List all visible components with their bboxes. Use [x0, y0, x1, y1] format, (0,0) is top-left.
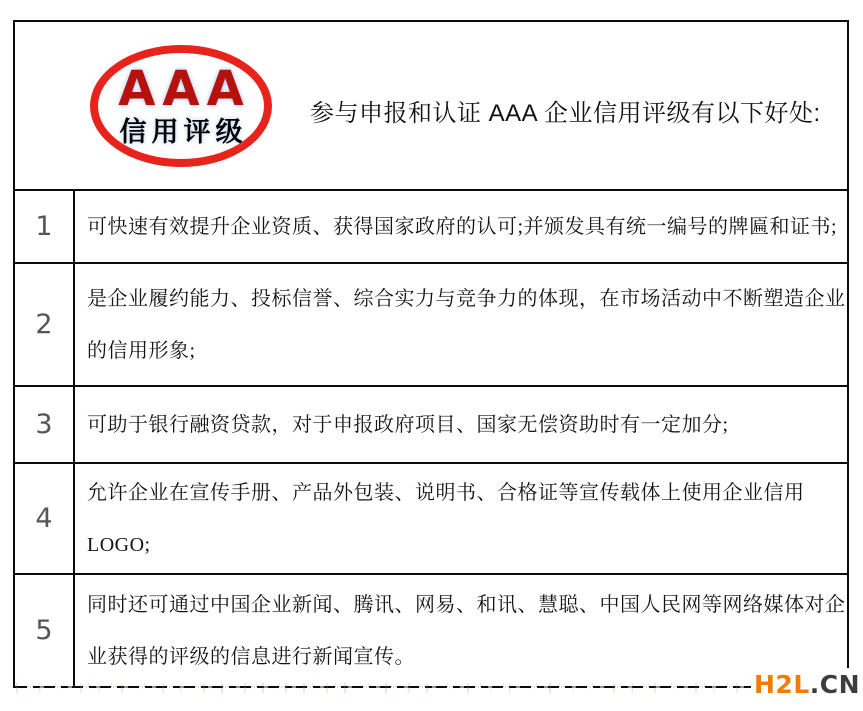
row-text-line: 可快速有效提升企业资质、获得国家政府的认可;并颁发具有统一编号的牌匾和证书;	[87, 215, 838, 238]
site-brand-logo	[751, 668, 863, 700]
logo-caption-text: 信用评级	[119, 117, 248, 147]
brand-primary-text: H2L	[754, 669, 810, 699]
benefits-table	[13, 20, 849, 688]
table-header-row	[15, 22, 847, 189]
table-row	[15, 262, 847, 385]
logo-aaa-text: AAA	[118, 61, 251, 117]
row-text-line: 同时还可通过中国企业新闻、腾讯、网易、和讯、慧聪、中国人民网等网络媒体对企	[87, 593, 846, 616]
table-row	[15, 189, 847, 262]
row-number: 1	[15, 191, 75, 262]
row-number: 4	[15, 464, 75, 573]
watermark-strip	[16, 683, 750, 693]
row-text-cell	[75, 264, 847, 385]
row-number: 5	[15, 575, 75, 686]
row-text-cell	[75, 575, 847, 686]
row-text-line: 业获得的评级的信息进行新闻宣传。	[87, 645, 415, 668]
row-text-line: 的信用形象;	[87, 339, 196, 362]
row-number: 3	[15, 387, 75, 462]
row-text-cell	[75, 387, 847, 462]
aaa-credit-rating-logo	[90, 45, 272, 167]
row-text-line: 是企业履约能力、投标信誉、综合实力与竞争力的体现，在市场活动中不断塑造企业	[87, 287, 846, 310]
row-text-cell	[75, 464, 847, 573]
row-text-line: LOGO;	[87, 533, 151, 556]
table-row	[15, 385, 847, 462]
table-row	[15, 462, 847, 573]
row-text-cell	[75, 191, 847, 262]
brand-secondary-text: .CN	[809, 669, 861, 699]
page-title: 参与申报和认证 AAA 企业信用评级有以下好处:	[310, 100, 821, 127]
row-text-line: 允许企业在宣传手册、产品外包装、说明书、合格证等宣传载体上使用企业信用	[87, 481, 805, 504]
table-row	[15, 573, 847, 686]
row-number: 2	[15, 264, 75, 385]
row-text-line: 可助于银行融资贷款，对于申报政府项目、国家无偿资助时有一定加分;	[87, 413, 729, 436]
